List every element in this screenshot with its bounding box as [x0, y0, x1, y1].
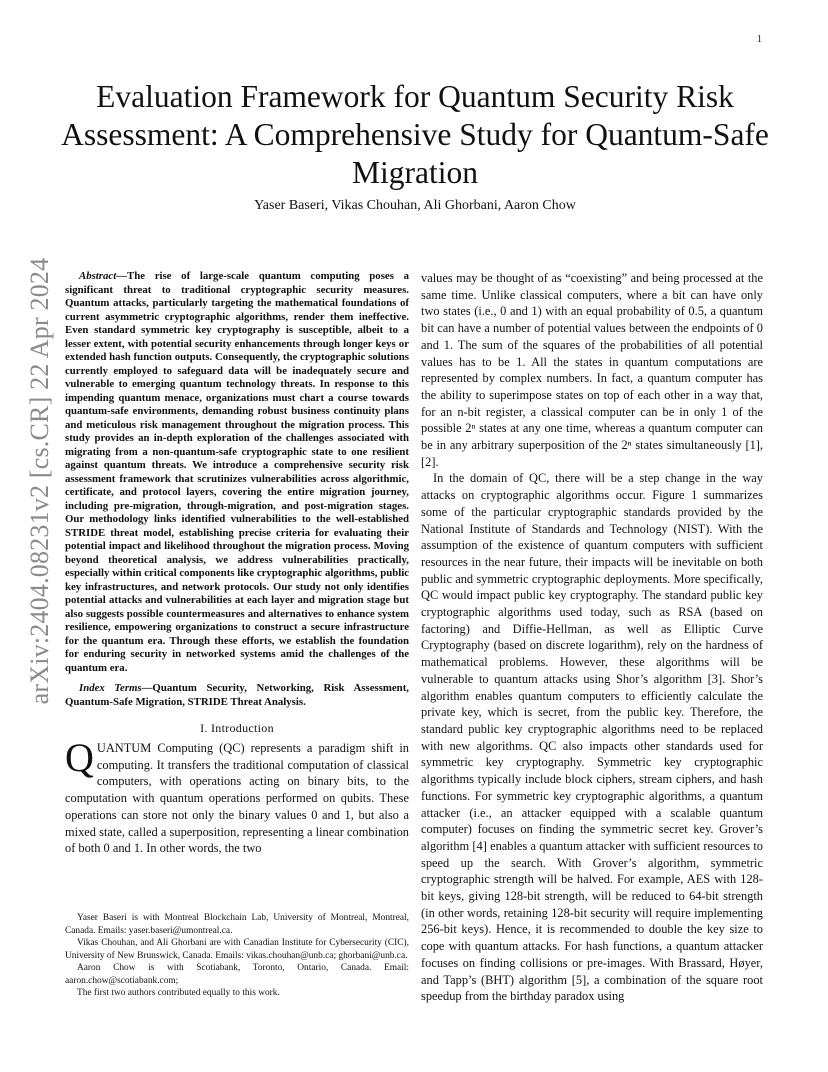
abstract-text: —The rise of large-scale quantum computing poses a significant threat to traditional cryptographic security measures. Quantum attacks, particularly targeting the mathematical foundations of current asymmetric cryptographic algorithms, render them ineffective. Even standard symmetric key cryptography is susceptible, albeit to a lesser extent, with potential security enhancements through longer keys or extended hash function outputs. Consequently, the cryptographic solutions currently employed to safeguard data will be inadequately secure and vulnerable to emerging quantum technology threats. In response to this impending quantum menace, organizations must chart a course towards quantum-safe environments, demanding robust business continuity plans and meticulous risk management throughout the migration process. This study provides an in-depth exploration of the challenges associated with migrating from a non-quantum-safe cryptographic state to one resilient against quantum threats. We introduce a comprehensive security risk assessment framework that scrutinizes vulnerabilities across algorithmic, certificate, and protocol layers, covering the entire migration journey, including pre-migration, through-migration, and post-migration stages. Our methodology links identified vulnerabilities to the well-established STRIDE threat model, establishing precise criteria for evaluating their potential impact and likelihood throughout the migration process. Moving beyond theoretical analysis, we address vulnerabilities practically, especially within critical components like cryptographic algorithms, public key infrastructures, and network protocols. Our study not only identifies potential attacks and vulnerabilities at each layer and migration stage but also suggests possible countermeasures and alternatives to enhance system resilience, empowering organizations to construct a secure infrastructure for the quantum era. Through these efforts, we establish the foundation for enduring security in networked systems amid the challenges of the quantum era.: [65, 270, 409, 674]
author-list: Yaser Baseri, Vikas Chouhan, Ali Ghorbani, Aaron Chow: [254, 198, 576, 213]
abstract: [65, 270, 409, 675]
footnote: The first two authors contributed equally to this work.: [77, 988, 280, 998]
intro-paragraph-text: UANTUM Computing (QC) represents a paradigm shift in computing. It transfers the traditional computation of classical computers, with operations acting on binary bits, to the computation with quantum operations performed on qubits. These operations can store not only the binary values 0 and 1, but also a mixed state, called a superposition, representing a linear combination of both 0 and 1. In other words, the two: [65, 741, 409, 856]
index-terms-text: —Quantum Security, Networking, Risk Assessment, Quantum-Safe Migration, STRIDE Threat Analysis.: [65, 682, 409, 708]
footnote: Aaron Chow is with Scotiabank, Toronto, Ontario, Canada. Email: aaron.chow@scotiabank.com;: [65, 963, 409, 986]
arxiv-stamp: [20, 257, 60, 705]
drop-cap: Q: [65, 735, 94, 780]
abstract-label: Abstract: [79, 270, 117, 282]
footnote: Vikas Chouhan, and Ali Ghorbani are with Canadian Institute for Cybersecurity (CIC), University of New Brunswick, Canada. Emails: vikas.chouhan@unb.ca; ghorbani@unb.ca.: [65, 938, 409, 961]
left-column: [65, 270, 409, 857]
section-heading-introduction: I. Introduction: [200, 721, 274, 735]
arxiv-stamp-text: arXiv:2404.08231v2 [cs.CR] 22 Apr 2024: [25, 257, 54, 705]
index-terms: [65, 682, 409, 709]
intro-paragraph: [65, 735, 409, 857]
right-column: [421, 270, 763, 1005]
index-terms-label: Index Terms: [79, 682, 142, 694]
page-number: 1: [757, 34, 762, 45]
paper-title: Evaluation Framework for Quantum Security Risk Assessment: A Comprehensive Study for Quantum-Safe Migration: [61, 79, 769, 190]
body-paragraph: In the domain of QC, there will be a step change in the way attacks on cryptographic algorithms occur. Figure 1 summarizes some of the particular cryptographic standards provided by the National Institute of Standards and Technology (NIST). With the assumption of the existence of quantum computers with sufficient resources in the near future, their impacts will be inevitable on both public and symmetric cryptographic deployments. More specifically, QC would impact public key cryptography. The standard public key cryptographic algorithms used today, such as RSA (based on factoring) and Diffie-Hellman, as well as Elliptic Curve Cryptography (based on discrete logarithm), rely on the hardness of mathematical problems. However, these algorithms will be vulnerable to quantum attacks using Shor’s algorithm [3]. Shor’s algorithm enables quantum computers to efficiently calculate the private key, which is secret, from the public key. Therefore, the standard public key cryptographic algorithms need to be replaced with new algorithms. QC also impacts other standards used for symmetric key cryptography. Symmetric key cryptographic algorithms typically include block ciphers, stream ciphers, and hash functions. For symmetric key cryptographic algorithms, a quantum attacker (i.e., an attacker equipped with a scalable quantum computer) focuses on finding the symmetric secret key. Grover’s algorithm [4] enables a quantum attacker with sufficient resources to speed up the search. With Grover’s algorithm, symmetric cryptographic strength will be halved. For example, AES with 128-bit keys, giving 128-bit strength, will be reduced to 64-bit strength (in other words, retaining 128-bit security will require implementing 256-bit keys). Hence, it is recommended to double the key size to cope with quantum attacks. For hash functions, a quantum attacker focuses on finding collisions or pre-images. With Brassard, Høyer, and Tapp’s (BHT) algorithm [5], a combination of the square root speedup from the birthday paradox using: [421, 471, 763, 1004]
footnotes: [65, 912, 409, 1000]
footnote: Yaser Baseri is with Montreal Blockchain Lab, University of Montreal, Montreal, Canada. Emails: yaser.baseri@umontreal.ca.: [65, 913, 409, 936]
body-paragraph: values may be thought of as “coexisting” and being processed at the same time. Unlike classical computers, where a bit can have only two states (i.e., 0 and 1) with an equal probability of 0.5, a quantum bit can have a number of potential values between the endpoints of 0 and 1. The sum of the squares of the probabilities of all potential values has to be 1. All the states in quantum computations are represented by complex numbers. In fact, a quantum computer has the ability to superimpose states on top of each other in a way that, for an n-bit register, a classical computer can be in only 1 of the possible 2ⁿ states at any one time, whereas a quantum computer can be in any arbitrary superposition of the 2ⁿ states simultaneously [1], [2].: [421, 271, 763, 469]
